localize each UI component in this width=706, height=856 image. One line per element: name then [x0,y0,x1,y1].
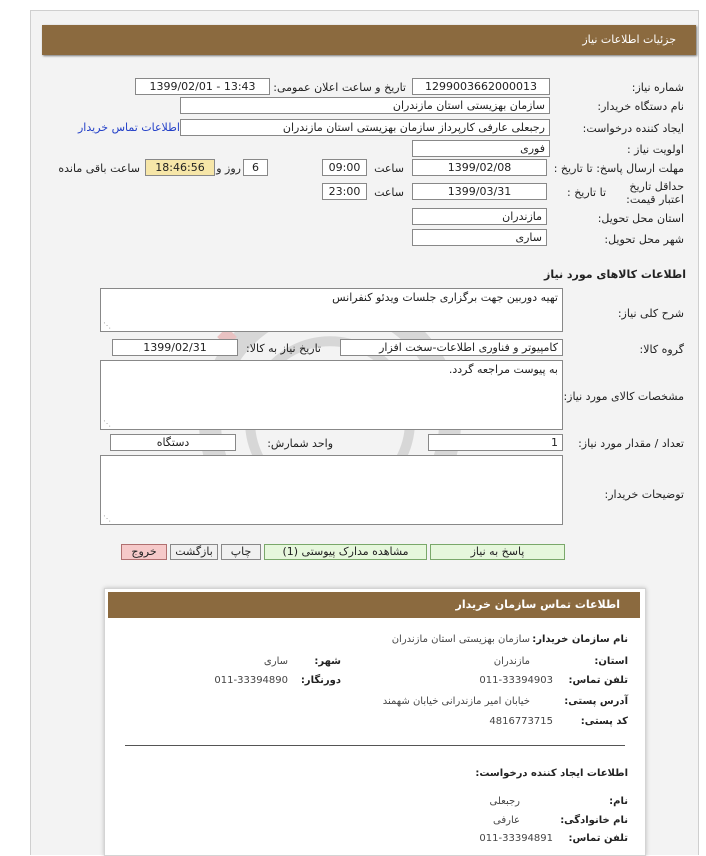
days-remaining-field: 6 [243,159,268,176]
contact-postal-value: 4816773715 [489,716,553,727]
resize-grip-icon: ⋰ [103,419,111,428]
contact-phone-value: 011-33394903 [479,675,553,686]
buyer-notes-label: توضیحات خریدار: [604,488,684,501]
specs-textarea[interactable] [100,360,563,430]
contact-city-label: شهر: [314,656,341,667]
creator-phone-value: 011-33394891 [479,833,553,844]
back-button[interactable]: بازگشت [170,544,218,560]
summary-label: شرح کلی نیاز: [617,307,684,320]
requester-field: رجبعلی عارفی کارپرداز سازمان بهزیستی استان مازندران [180,119,550,136]
creator-family-value: عارفی [493,815,520,826]
creator-phone-label: تلفن تماس: [568,833,628,844]
priority-field: فوری [412,140,550,157]
unit-label: واحد شمارش: [267,437,333,450]
resize-grip-icon: ⋰ [103,321,111,330]
price-validity-to-label: تا تاریخ : [567,186,606,199]
remaining-label: ساعت باقی مانده [58,162,140,175]
contact-province-label: استان: [594,656,628,667]
resize-grip-icon: ⋰ [103,514,111,523]
creator-family-label: نام خانوادگی: [560,815,628,826]
price-time-label: ساعت [374,186,404,199]
summary-text: تهیه دوربین جهت برگزاری جلسات ویدئو کنفرانس [332,291,558,304]
contact-city-value: ساری [263,656,288,667]
reply-deadline-date: 1399/02/08 [412,159,547,176]
announce-datetime-label: تاریخ و ساعت اعلان عمومی: [273,81,406,94]
unit-field: دستگاه [110,434,236,451]
attachments-button[interactable]: مشاهده مدارک پیوستی (1) [264,544,427,560]
contact-org-value: سازمان بهزیستی استان مازندران [391,634,530,645]
priority-label: اولویت نیاز : [626,143,684,156]
buyer-org-label: نام دستگاه خریدار: [597,100,684,113]
specs-text: به پیوست مراجعه گردد. [448,363,558,376]
remaining-time-field: 18:46:56 [145,159,215,176]
page-title: جزئیات اطلاعات نیاز [582,33,676,46]
price-validity-date: 1399/03/31 [412,183,547,200]
delivery-province-field: مازندران [412,208,547,225]
need-number-label: شماره نیاز: [631,81,684,94]
announce-datetime-field: 1399/02/01 - 13:43 [135,78,270,95]
buyer-notes-textarea[interactable] [100,455,563,525]
creator-name-label: نام: [609,796,628,807]
contact-fax-value: 011-33394890 [214,675,288,686]
reply-time-label: ساعت [374,162,404,175]
goods-group-field: کامپیوتر و فناوری اطلاعات-سخت افزار [340,339,563,356]
summary-textarea[interactable] [100,288,563,332]
contact-fax-label: دورنگار: [300,675,341,686]
need-date-field: 1399/02/31 [112,339,238,356]
contact-org-label: نام سازمان خریدار: [532,634,628,645]
contact-phone-label: تلفن تماس: [568,675,628,686]
requester-label: ایجاد کننده درخواست: [582,122,684,135]
quantity-label: تعداد / مقدار مورد نیاز: [578,437,684,450]
exit-button[interactable]: خروج [121,544,167,560]
page-header [42,25,696,55]
delivery-city-field: ساری [412,229,547,246]
need-number-field: 1299003662000013 [412,78,550,95]
need-date-label: تاریخ نیاز به کالا: [246,342,321,355]
delivery-province-label: استان محل تحویل: [597,212,684,225]
price-validity-label: حداقل تاریخ اعتبار قیمت: [626,180,684,206]
price-validity-time: 23:00 [322,183,367,200]
contact-postal-label: کد پستی: [580,716,628,727]
days-label: روز و [216,162,241,175]
goods-group-label: گروه کالا: [639,343,684,356]
specs-label: مشخصات کالای مورد نیاز: [563,390,684,403]
quantity-field: 1 [428,434,563,451]
reply-deadline-label: مهلت ارسال پاسخ: تا تاریخ : [553,162,684,175]
creator-section-title: اطلاعات ایجاد کننده درخواست: [475,768,628,779]
contact-card-title: اطلاعات تماس سازمان خریدار [455,598,620,611]
reply-deadline-time: 09:00 [322,159,367,176]
reply-button[interactable]: پاسخ به نیاز [430,544,565,560]
contact-address-label: آدرس پستی: [564,696,628,707]
print-button[interactable]: چاپ [221,544,261,560]
contact-divider [125,745,625,746]
contact-province-value: مازندران [493,656,530,667]
contact-address-value: خیابان امیر مازندرانی خیابان شهمند [382,696,530,707]
buyer-org-field: سازمان بهزیستی استان مازندران [180,97,550,114]
creator-name-value: رجبعلی [489,796,520,807]
goods-section-title: اطلاعات کالاهای مورد نیاز [544,268,686,281]
delivery-city-label: شهر محل تحویل: [604,233,684,246]
contact-card-header [108,592,640,618]
buyer-contact-link[interactable]: اطلاعات تماس خریدار [78,121,180,134]
